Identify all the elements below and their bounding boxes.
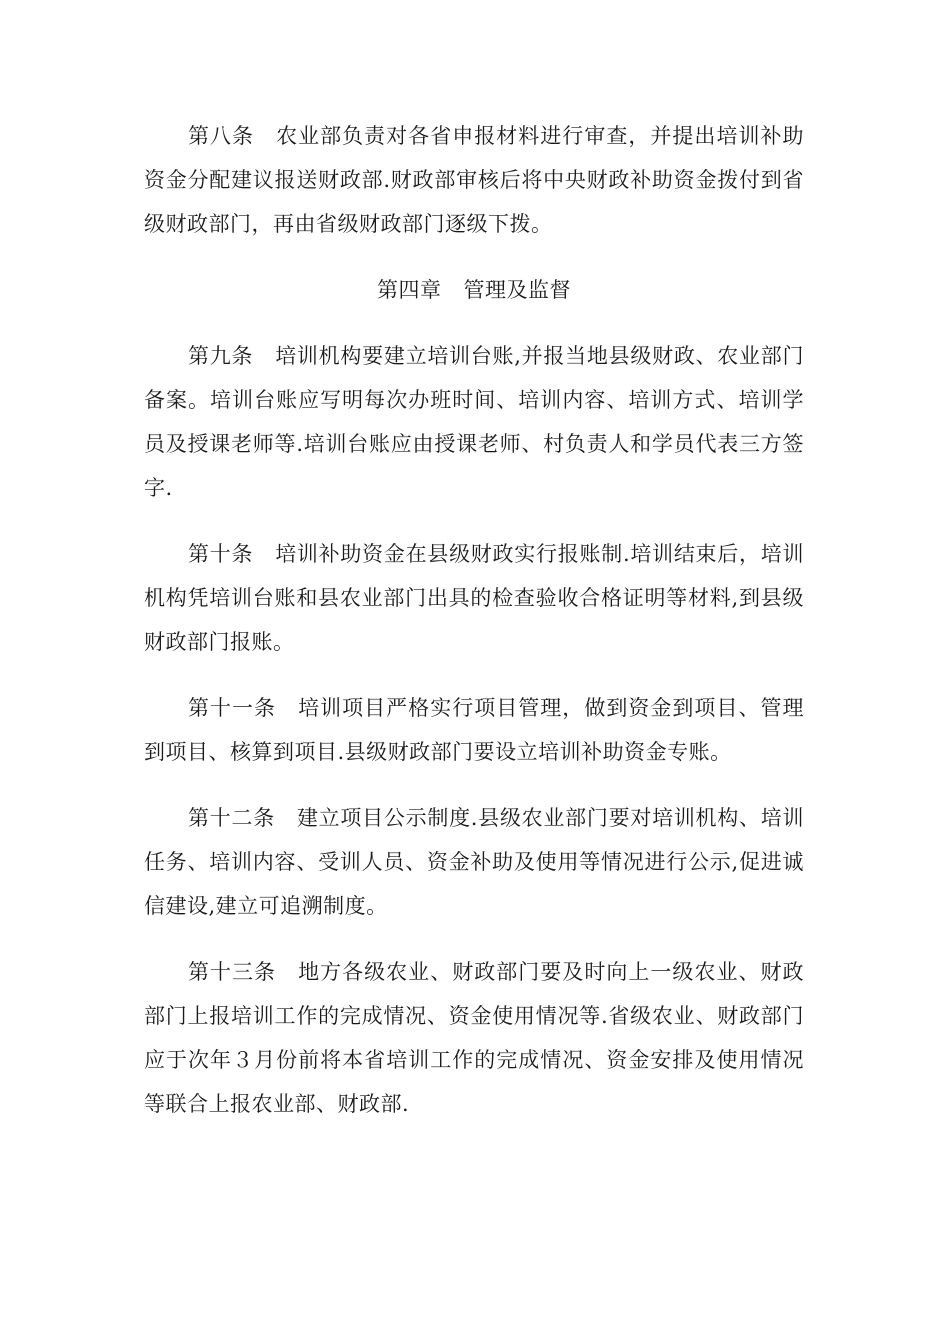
article-11 (144, 686, 804, 774)
article-label: 第十二条 (188, 806, 275, 830)
article-label: 第十三条 (188, 960, 277, 984)
article-8 (144, 114, 804, 246)
article-text: 培训项目严格实行项目管理，做到资金到项目、管理到项目、核算到项目.县级财政部门要设立培训补助资金专账。 (144, 696, 804, 764)
article-10 (144, 532, 804, 664)
chapter-title: 管理及监督 (463, 278, 571, 302)
document-page (144, 114, 804, 1126)
article-label: 第八条 (188, 124, 255, 148)
article-text: 培训机构要建立培训台账,并报当地县级财政、农业部门备案。培训台账应写明每次办班时间、培训内容、培训方式、培训学员及授课老师等.培训台账应由授课老师、村负责人和学员代表三方签字. (144, 344, 804, 500)
article-text: 建立项目公示制度.县级农业部门要对培训机构、培训任务、培训内容、受训人员、资金补助及使用等情况进行公示,促进诚信建设,建立可追溯制度。 (144, 806, 804, 918)
chapter-label: 第四章 (377, 278, 442, 302)
chapter-heading (144, 268, 804, 312)
article-label: 第十一条 (188, 696, 277, 720)
article-label: 第十条 (188, 542, 254, 566)
article-text: 培训补助资金在县级财政实行报账制.培训结束后，培训机构凭培训台账和县农业部门出具的检查验收合格证明等材料,到县级财政部门报账。 (144, 542, 804, 654)
article-12 (144, 796, 804, 928)
article-label: 第九条 (188, 344, 254, 368)
article-13 (144, 950, 804, 1126)
article-text: 农业部负责对各省申报材料进行审查，并提出培训补助资金分配建议报送财政部.财政部审核后将中央财政补助资金拨付到省级财政部门，再由省级财政部门逐级下拨。 (144, 124, 805, 236)
article-9 (144, 334, 804, 510)
article-text: 地方各级农业、财政部门要及时向上一级农业、财政部门上报培训工作的完成情况、资金使用情况等.省级农业、财政部门应于次年３月份前将本省培训工作的完成情况、资金安排及使用情况等联合上报农业部、财政部. (144, 960, 804, 1116)
